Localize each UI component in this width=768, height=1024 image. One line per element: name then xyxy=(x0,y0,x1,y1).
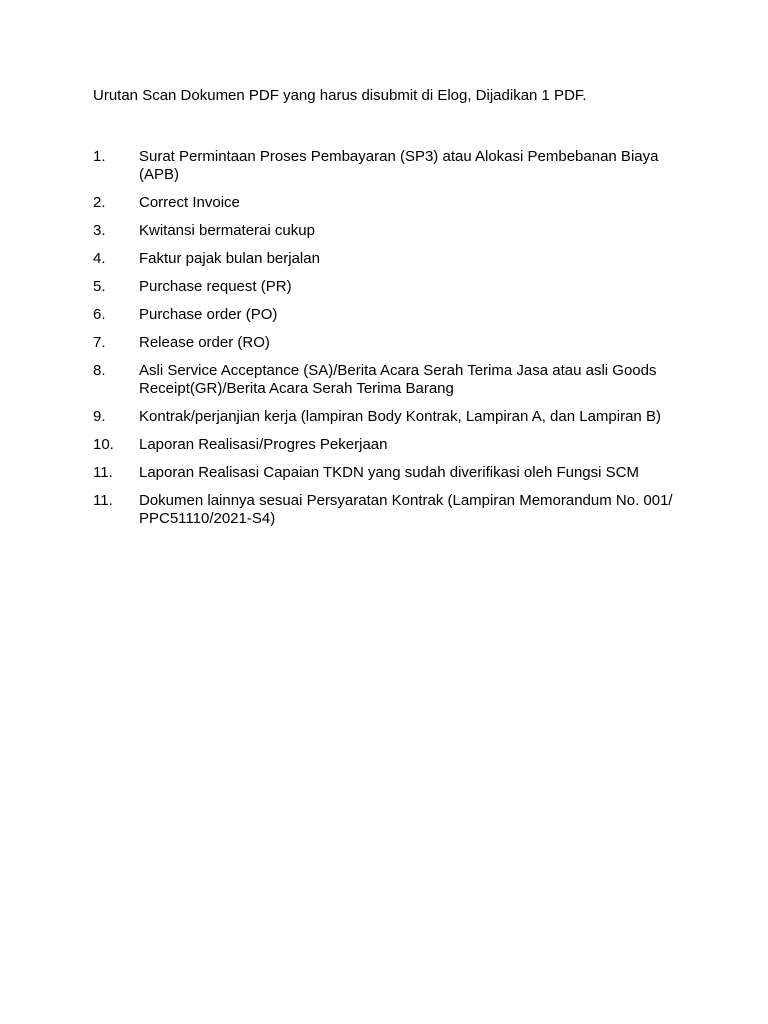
list-item-number: 8. xyxy=(93,362,106,379)
list-item xyxy=(93,362,678,398)
list-item-text: Laporan Realisasi Capaian TKDN yang sudah diverifikasi oleh Fungsi SCM xyxy=(139,464,639,481)
list-item-number: 11. xyxy=(93,464,113,481)
list-item-text: Kontrak/perjanjian kerja (lampiran Body Kontrak, Lampiran A, dan Lampiran B) xyxy=(139,408,661,425)
list-item xyxy=(93,148,678,184)
list-item-text: Kwitansi bermaterai cukup xyxy=(139,222,315,239)
list-item-number: 9. xyxy=(93,408,106,425)
list-item xyxy=(93,194,678,212)
list-item-text: Dokumen lainnya sesuai Persyaratan Kontrak (Lampiran Memorandum No. 001/ PPC51110/2021-S4) xyxy=(139,492,673,527)
list-item xyxy=(93,306,678,324)
list-item-number: 11. xyxy=(93,492,113,509)
list-item xyxy=(93,408,678,426)
list-item-number: 5. xyxy=(93,278,106,295)
list-item-number: 7. xyxy=(93,334,106,351)
list-item xyxy=(93,222,678,240)
list-item xyxy=(93,250,678,268)
list-item-number: 2. xyxy=(93,194,106,211)
list-item-number: 6. xyxy=(93,306,106,323)
list-item-text: Correct Invoice xyxy=(139,194,240,211)
list-item-number: 10. xyxy=(93,436,114,453)
list-item-text: Faktur pajak bulan berjalan xyxy=(139,250,320,267)
document-checklist xyxy=(93,148,678,528)
list-item xyxy=(93,492,678,528)
document-title: Urutan Scan Dokumen PDF yang harus disubmit di Elog, Dijadikan 1 PDF. xyxy=(93,87,587,104)
list-item-text: Purchase order (PO) xyxy=(139,306,278,323)
list-item-number: 1. xyxy=(93,148,106,165)
list-item xyxy=(93,278,678,296)
list-item-number: 3. xyxy=(93,222,106,239)
list-item-text: Surat Permintaan Proses Pembayaran (SP3) atau Alokasi Pembebanan Biaya (APB) xyxy=(139,148,659,183)
list-item xyxy=(93,464,678,482)
list-item xyxy=(93,334,678,352)
list-item-text: Asli Service Acceptance (SA)/Berita Acara Serah Terima Jasa atau asli Goods Receipt(GR)/Berita Acara Serah Terima Barang xyxy=(139,362,657,397)
list-item-text: Release order (RO) xyxy=(139,334,270,351)
list-item-number: 4. xyxy=(93,250,106,267)
list-item-text: Laporan Realisasi/Progres Pekerjaan xyxy=(139,436,388,453)
list-item xyxy=(93,436,678,454)
list-item-text: Purchase request (PR) xyxy=(139,278,292,295)
